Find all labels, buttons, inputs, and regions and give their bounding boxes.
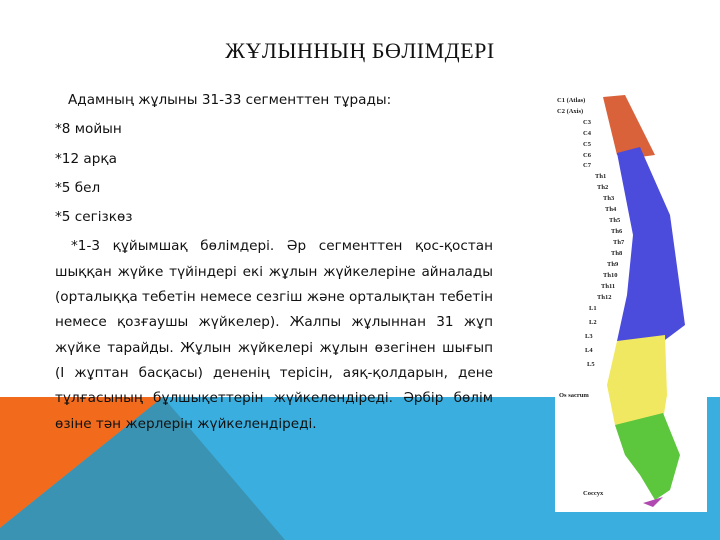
spine-label: L5	[587, 361, 595, 368]
intro-text: Адамның жұлыны 31-33 сегменттен тұрады:	[68, 92, 392, 108]
spine-label: C1 (Atlas)	[557, 97, 586, 104]
paragraph-text: *1-3 құйымшақ бөлімдері. Әр сегменттен қос-қостан шыққан жүйке түйіндері екі жұлын жүйкелеріне айналады (орталыққа тебетін немесе сезгіш және орталықтан тебетін немесе қозғаушы жүйкелер). Жалпы жұлыннан 31 жұп жүйке тарайды. Жұлын жүйкелері жұлын өзегінен шығып (І жұптан басқасы) дененің терісін, аяқ-қолдарын, дене тұлғасының бұлшықеттерін жүйкелендіреді. Әрбір бөлім өзіне тән жерлерін жүйкелендіреді.	[55, 238, 493, 432]
spine-label: C7	[583, 162, 591, 169]
spine-label: L1	[589, 305, 597, 312]
spine-label: L2	[589, 319, 597, 326]
spine-label: Th5	[609, 217, 621, 224]
sacrum-region	[615, 413, 680, 500]
spine-label: Coccyx	[583, 490, 604, 497]
slide-title: ЖҰЛЫННЫҢ БӨЛІМДЕРІ	[225, 38, 495, 63]
thoracic-region	[617, 147, 685, 345]
spine-label: C3	[583, 119, 591, 126]
spine-label: Th11	[601, 283, 616, 290]
spine-label: Th1	[595, 173, 607, 180]
spine-label: C4	[583, 130, 591, 137]
spine-label: Os sacrum	[559, 392, 589, 399]
spine-label: L4	[585, 347, 593, 354]
spine-label: Th6	[611, 228, 623, 235]
coccyx-region	[643, 497, 663, 507]
spine-label: Th7	[613, 239, 625, 246]
spine-label: L3	[585, 333, 593, 340]
spine-image	[555, 95, 707, 512]
spine-label: Th3	[603, 195, 615, 202]
list-item: *12 арқа	[55, 150, 117, 167]
spine-label: C2 (Axis)	[557, 108, 584, 115]
spine-label: Th9	[607, 261, 619, 268]
spine-label: Th4	[605, 206, 617, 213]
slide-body	[55, 88, 493, 437]
spine-label: Th2	[597, 184, 609, 191]
spine-label: C5	[583, 141, 591, 148]
list-item: *5 бел	[55, 179, 101, 196]
list-item: *5 сегізкөз	[55, 209, 133, 226]
spine-label: C6	[583, 152, 591, 159]
spine-label: Th8	[611, 250, 623, 257]
cervical-region	[603, 95, 655, 157]
spine-label: Th10	[603, 272, 618, 279]
spine-label: Th12	[597, 294, 612, 301]
list-item: *8 мойын	[55, 121, 122, 138]
